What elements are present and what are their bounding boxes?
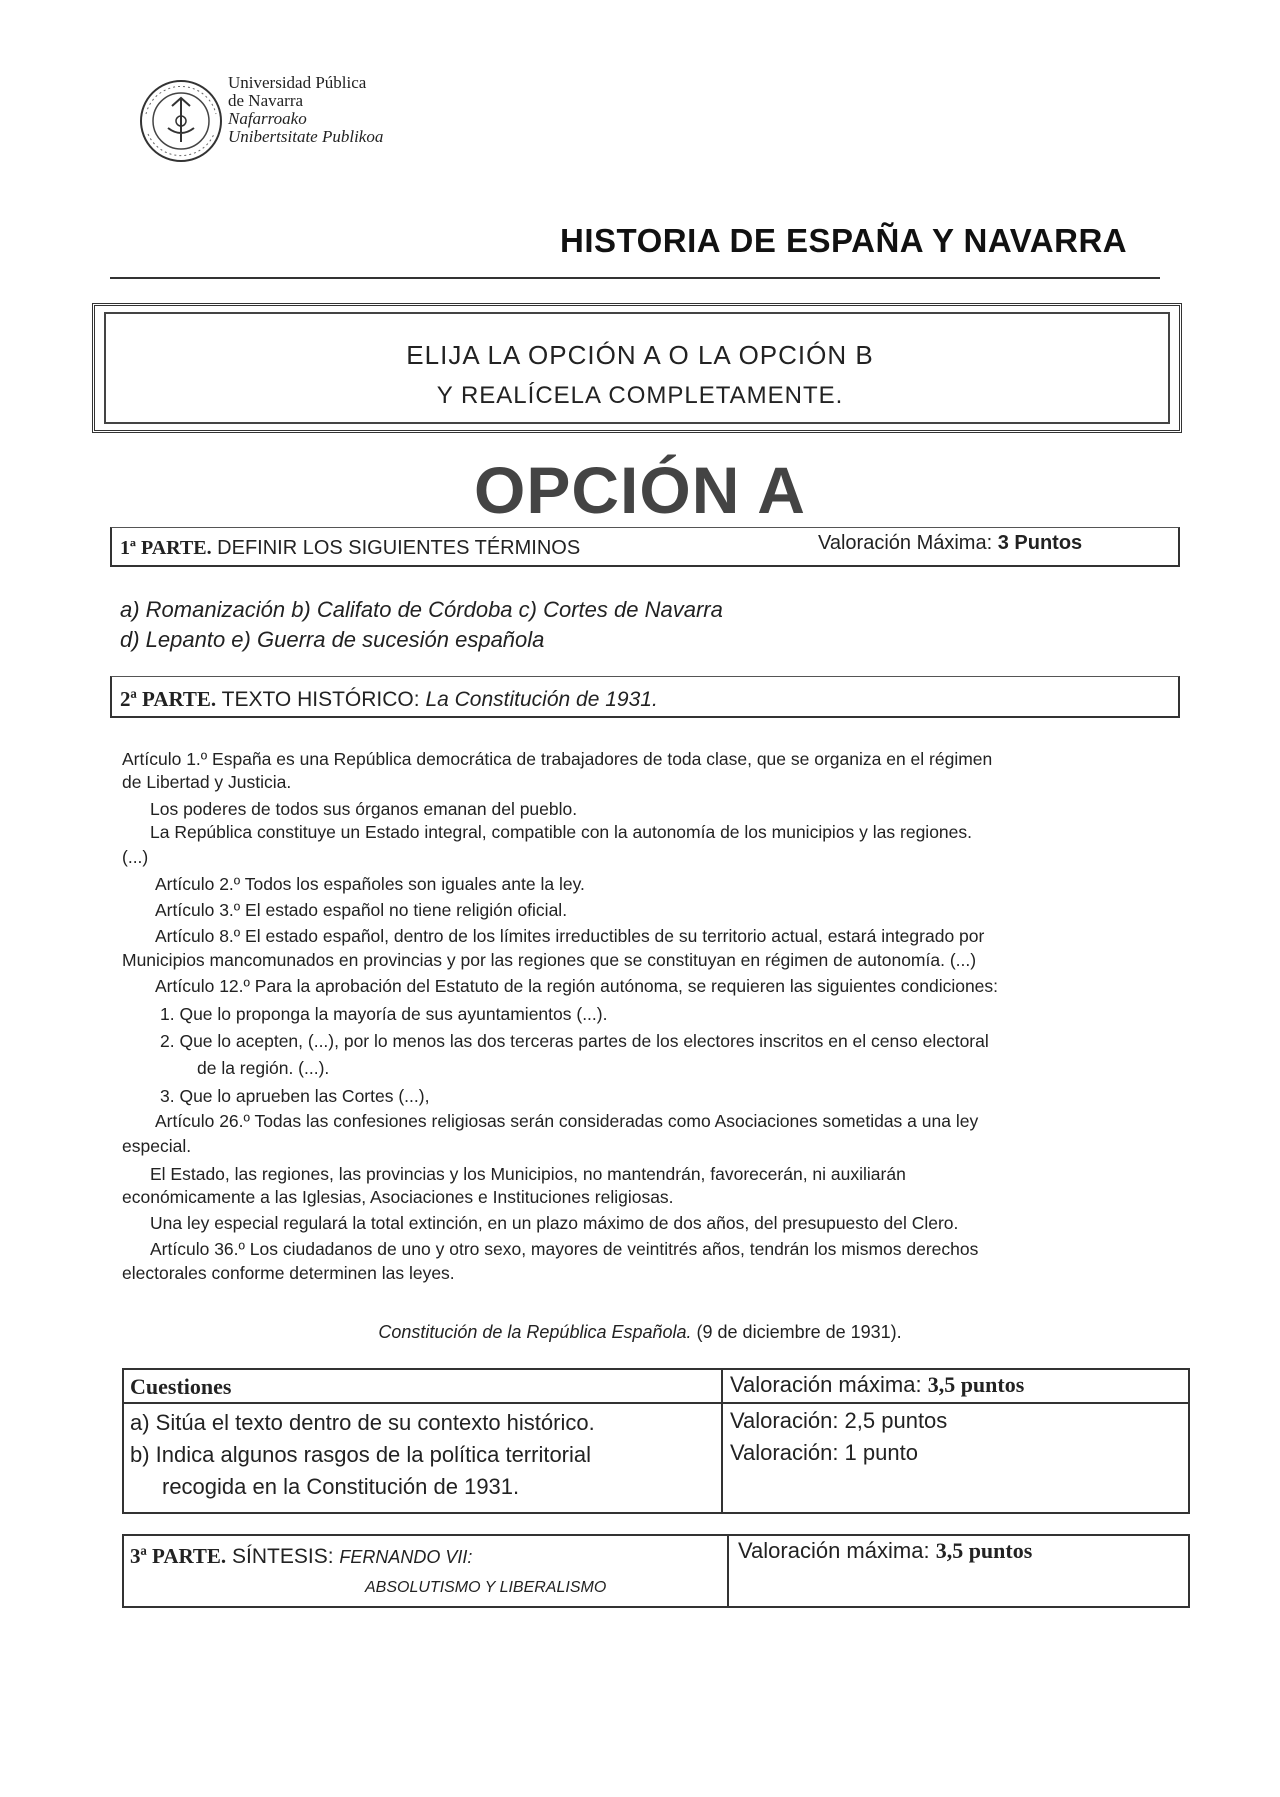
university-name (228, 74, 383, 146)
questions-valuation (730, 1372, 1024, 1398)
part3-topic-line-2: ABSOLUTISMO Y LIBERALISMO (365, 1579, 607, 1596)
question-b-line-2: recogida en la Constitución de 1931. (162, 1474, 520, 1499)
text-line: especial. (122, 1136, 192, 1156)
terms-line-2: d) Lepanto e) Guerra de sucesión española (120, 627, 545, 652)
questions-table-col-divider (721, 1368, 723, 1514)
univ-line-3: Nafarroako (228, 109, 307, 128)
text-line: Municipios mancomunados en provincias y por las regiones que se constituyan en régimen de autonomía. (...) (122, 950, 977, 970)
questions-header: Cuestiones (130, 1374, 232, 1399)
questions-valuation-points: 3,5 puntos (927, 1372, 1025, 1397)
question-a-valuation: Valoración: 2,5 puntos (730, 1408, 948, 1433)
question-b-valuation: Valoración: 1 punto (730, 1440, 918, 1465)
title-divider (110, 277, 1160, 279)
text-source (0, 1322, 1280, 1343)
part2-heading (120, 687, 658, 712)
text-line: Artículo 3.º El estado español no tiene religión oficial. (155, 900, 568, 920)
text-line: Artículo 1.º España es una República democrática de trabajadores de toda clase, que se organiza en el régimen (122, 749, 993, 769)
text-line: 3. Que lo aprueben las Cortes (...), (160, 1086, 430, 1106)
terms-line-1: a) Romanización b) Califato de Córdoba c) Cortes de Navarra (120, 597, 723, 622)
part2-title: TEXTO HISTÓRICO: (221, 688, 420, 711)
part3-valuation-points: 3,5 puntos (935, 1538, 1033, 1563)
text-line: de la región. (...). (197, 1058, 330, 1078)
questions-table-row-divider (122, 1402, 1190, 1404)
part3-valuation (738, 1538, 1032, 1564)
part3-table-col-divider (727, 1534, 729, 1608)
question-b-line-1: b) Indica algunos rasgos de la política territorial (130, 1442, 592, 1467)
part1-valuation (818, 532, 1082, 555)
text-line: 2. Que lo acepten, (...), por lo menos las dos terceras partes de los electores inscritos en el censo electoral (160, 1031, 989, 1051)
part2-subtitle: La Constitución de 1931. (425, 688, 658, 711)
part1-label: 1ª PARTE. (120, 537, 212, 559)
question-a: a) Sitúa el texto dentro de su contexto histórico. (130, 1410, 595, 1435)
part3-valuation-label: Valoración máxima: (738, 1538, 930, 1563)
text-line: Los poderes de todos sus órganos emanan del pueblo. (150, 799, 578, 819)
text-line: Artículo 2.º Todos los españoles son iguales ante la ley. (155, 874, 585, 894)
part3-topic-line-1: FERNANDO VII: (339, 1547, 473, 1567)
univ-line-1: Universidad Pública (228, 73, 367, 92)
questions-valuation-label: Valoración máxima: (730, 1372, 922, 1397)
text-line: Artículo 8.º El estado español, dentro de los límites irreductibles de su territorio actual, estará integrado por (155, 926, 985, 946)
text-line: Una ley especial regulará la total extinción, en un plazo máximo de dos años, del presupuesto del Clero. (150, 1213, 959, 1233)
part1-title: DEFINIR LOS SIGUIENTES TÉRMINOS (217, 537, 581, 559)
part1-valuation-text: Valoración Máxima: (818, 532, 993, 554)
page-title: HISTORIA DE ESPAÑA Y NAVARRA (560, 222, 1128, 259)
instructions-line-2: Y REALÍCELA COMPLETAMENTE. (436, 382, 844, 409)
text-line: El Estado, las regiones, las provincias y los Municipios, no mantendrán, favorecerán, ni auxiliarán (150, 1164, 906, 1184)
part2-label: 2ª PARTE. (120, 687, 217, 711)
text-line: electorales conforme determinen las leyes. (122, 1263, 455, 1283)
source-title: Constitución de la República Española. (378, 1322, 692, 1342)
univ-line-2: de Navarra (228, 91, 304, 110)
univ-line-4: Unibertsitate Publikoa (228, 127, 384, 146)
part3-title: SÍNTESIS: (232, 1545, 334, 1568)
text-line: La República constituye un Estado integral, compatible con la autonomía de los municipios y las regiones. (150, 822, 973, 842)
text-line: Artículo 26.º Todas las confesiones religiosas serán consideradas como Asociaciones sometidas a una ley (155, 1111, 979, 1131)
part1-heading (120, 537, 580, 560)
instructions-line-1: ELIJA LA OPCIÓN A O LA OPCIÓN B (406, 340, 874, 370)
option-title: OPCIÓN A (474, 453, 806, 527)
text-line: (...) (122, 847, 149, 867)
text-line: Artículo 12.º Para la aprobación del Estatuto de la región autónoma, se requieren las siguientes condiciones: (155, 976, 999, 996)
text-line: 1. Que lo proponga la mayoría de sus ayuntamientos (...). (160, 1004, 608, 1024)
source-date: (9 de diciembre de 1931). (691, 1322, 902, 1342)
university-seal-logo (136, 76, 226, 166)
part1-valuation-points: 3 Puntos (997, 532, 1083, 554)
text-line: económicamente a las Iglesias, Asociaciones e Instituciones religiosas. (122, 1187, 674, 1207)
part3-label: 3ª PARTE. (130, 1544, 227, 1568)
part3-heading (130, 1544, 472, 1569)
text-line: Artículo 36.º Los ciudadanos de uno y otro sexo, mayores de veintitrés años, tendrán los mismos derechos (150, 1239, 979, 1259)
text-line: de Libertad y Justicia. (122, 772, 292, 792)
